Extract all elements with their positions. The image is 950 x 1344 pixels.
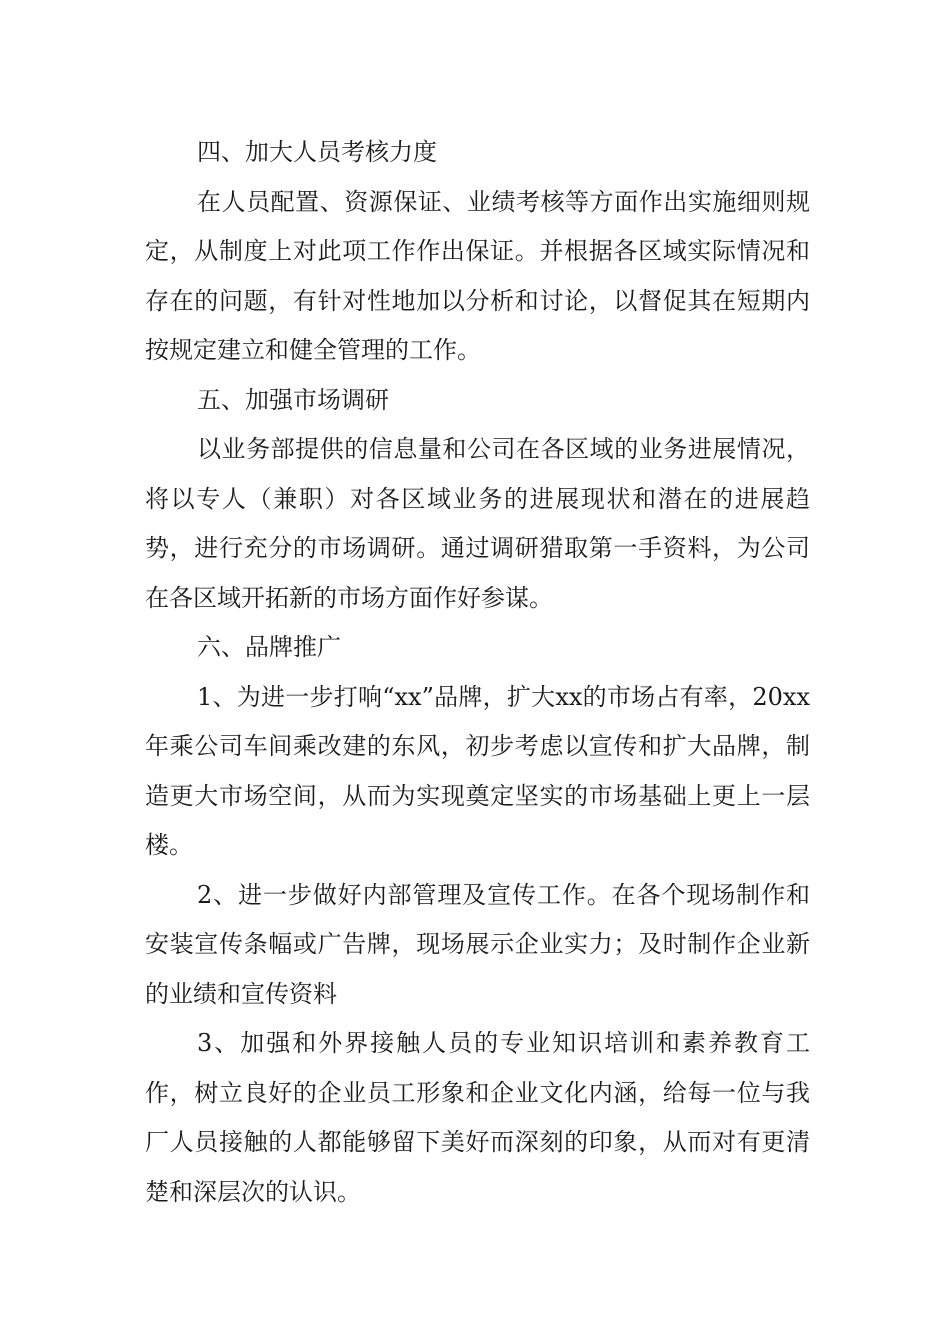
- section-6-paragraph-3: 3、加强和外界接触人员的专业知识培训和素养教育工作，树立良好的企业员工形象和企业文化内涵，给每一位与我厂人员接触的人都能够留下美好而深刻的印象，从而对有更清楚和深层次的认识。: [145, 1029, 810, 1206]
- section-5-paragraph-1: 以业务部提供的信息量和公司在各区域的业务进展情况，将以专人（兼职）对各区域业务的进展现状和潜在的进展趋势，进行充分的市场调研。通过调研猎取第一手资料，为公司在各区域开拓新的市场方面作好参谋。: [145, 435, 810, 612]
- section-6-paragraph-1: 1、为进一步打响“xx”品牌，扩大xx的市场占有率，20xx年乘公司车间乘改建的东风，初步考虑以宣传和扩大品牌，制造更大市场空间，从而为实现奠定坚实的市场基础上更上一层楼。: [145, 682, 810, 859]
- section-4-paragraph-1: 在人员配置、资源保证、业绩考核等方面作出实施细则规定，从制度上对此项工作作出保证。并根据各区域实际情况和存在的问题，有针对性地加以分析和讨论，以督促其在短期内按规定建立和健全管理的工作。: [145, 187, 810, 364]
- section-heading-4: 四、加大人员考核力度: [197, 138, 437, 166]
- section-6-paragraph-2: 2、进一步做好内部管理及宣传工作。在各个现场制作和安装宣传条幅或广告牌，现场展示企业实力；及时制作企业新的业绩和宣传资料: [145, 880, 810, 1008]
- section-heading-6: 六、品牌推广: [197, 633, 341, 661]
- document-body: [145, 128, 810, 1217]
- section-heading-5: 五、加强市场调研: [197, 385, 389, 414]
